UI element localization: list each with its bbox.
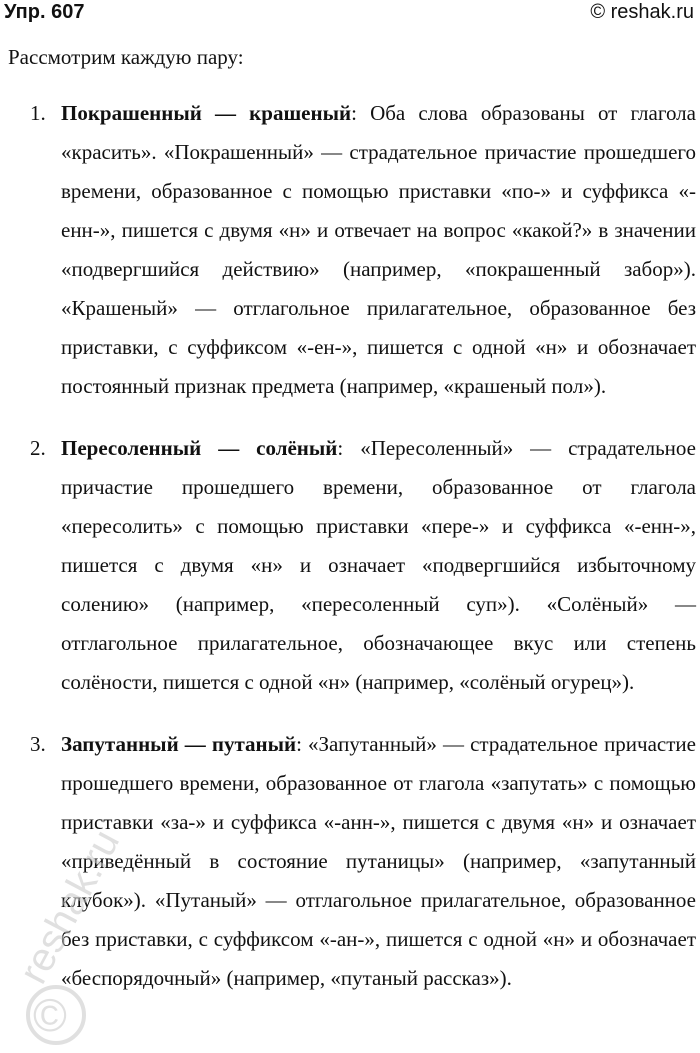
page-header [0,0,700,28]
item-number: 2. [30,436,46,460]
item-explanation: : Оба слова образованы от глагола «красить». «Покрашенный» — страдательное причастие прошедшего времени, образованное с помощью приставки «по-» и суффикса «-енн-», пишется с двумя «н» и отвечает на вопрос «какой?» в значении «подвергшийся действию» (например, «покрашенный забор»). «Крашеный» — отглагольное прилагательное, образованное без приставки, с суффиксом «-ен-», пишется с одной «н» и обозначает постоянный признак предмета (например, «крашеный пол»). [61,101,696,398]
item-explanation: : «Пересоленный» — страдательное причастие прошедшего времени, образованное от глагола «пересолить» с помощью приставки «пере-» и суффикса «-енн-», пишется с двумя «н» и означает «подвергшийся избыточному солению» (например, «пересоленный суп»). «Солёный» — отглагольное прилагательное, обозначающее вкус или степень солёности, пишется с одной «н» (например, «солёный огурец»). [61,436,696,694]
item-explanation: : «Запутанный» — страдательное причастие прошедшего времени, образованное от глагола «запутать» с помощью приставки «за-» и суффикса «-анн-», пишется с двумя «н» и означает «приведённый в состояние путаницы» (например, «запутанный клубок»). «Путаный» — отглагольное прилагательное, образованное без приставки, с суффиксом «-ан-», пишется с одной «н» и обозначает «беспорядочный» (например, «путаный рассказ»). [61,732,696,990]
list-item [0,94,700,406]
pairs-list [0,94,700,1021]
watermark-symbol: © [33,989,67,1041]
exercise-title: Упр. 607 [4,1,85,23]
item-number: 3. [30,732,46,756]
list-item [0,725,700,998]
item-body [61,725,696,998]
list-item [0,429,700,702]
item-number: 1. [30,101,46,125]
item-term: Пересоленный — солёный [61,436,338,460]
item-body [61,94,696,406]
item-term: Покрашенный — крашеный [61,101,352,125]
source-copyright: © reshak.ru [590,1,694,23]
watermark-text: reshak.ru [11,822,129,991]
item-body [61,429,696,702]
item-term: Запутанный — путаный [61,732,297,756]
intro-text: Рассмотрим каждую пару: [8,45,244,69]
